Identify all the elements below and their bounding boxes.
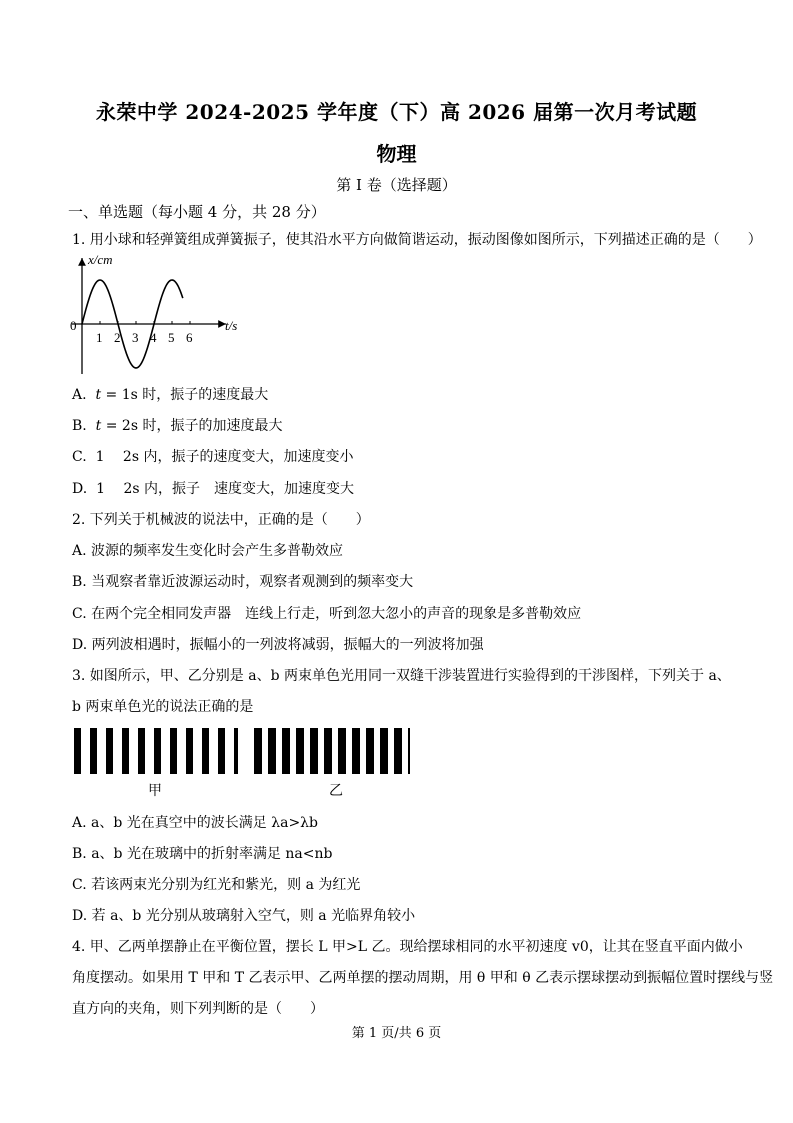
page-footer: 第 1 页/共 6 页 <box>351 1026 442 1041</box>
q1-option-b[interactable]: B. t = 2s 时，振子的加速度最大 <box>72 418 283 434</box>
q3-option-c[interactable]: C. 若该两束光分别为红光和紫光，则 a 为红光 <box>72 877 361 893</box>
graph-tick-label: 5 <box>168 330 175 345</box>
q1-option-d[interactable]: D. 1 2s 内，振子 速度变大，加速度变大 <box>72 481 354 497</box>
bright-fringe <box>304 728 310 774</box>
bright-fringe <box>276 728 282 774</box>
bright-fringe <box>145 728 154 774</box>
fringe-pattern-b <box>254 728 410 774</box>
q4-stem-line2: 角度摆动。如果用 T 甲和 T 乙表示甲、乙两单摆的摆动周期，用 θ 甲和 θ 乙表示摆球摆动到振幅位置时摆线与竖 <box>72 970 774 986</box>
exam-title: 永荣中学 2024-2025 学年度（下）高 2026 届第一次月考试题 <box>95 100 698 124</box>
volume-heading: 第 I 卷（选择题） <box>336 176 457 194</box>
bright-fringe <box>346 728 352 774</box>
q3-stem-line1: 3. 如图所示，甲、乙分别是 a、b 两束单色光用同一双缝干涉装置进行实验得到的干涉图样，下列关于 a、 <box>72 668 731 684</box>
bright-fringe <box>193 728 202 774</box>
bright-fringe <box>262 728 268 774</box>
bright-fringe <box>81 728 90 774</box>
graph-tick-label: 1 <box>96 330 103 345</box>
q3-stem-line2: b 两束单色光的说法正确的是 <box>72 699 254 715</box>
q3-option-d[interactable]: D. 若 a、b 光分别从玻璃射入空气，则 a 光临界角较小 <box>72 908 416 924</box>
bright-fringe <box>225 728 234 774</box>
graph-x-label: t/s <box>225 318 238 333</box>
graph-tick-label: 6 <box>186 330 193 345</box>
q3-option-a[interactable]: A. a、b 光在真空中的波长满足 λa>λb <box>72 815 319 831</box>
q2-option-a[interactable]: A. 波源的频率发生变化时会产生多普勒效应 <box>72 543 344 559</box>
q1-option-c[interactable]: C. 1 2s 内，振子的速度变大，加速度变小 <box>72 449 354 465</box>
bright-fringe <box>161 728 170 774</box>
graph-tick-label: 4 <box>150 330 157 345</box>
bright-fringe <box>97 728 106 774</box>
q4-stem-line3: 直方向的夹角，则下列判断的是（ ） <box>72 1001 324 1017</box>
bright-fringe <box>209 728 218 774</box>
bright-fringe <box>177 728 186 774</box>
q3-option-b[interactable]: B. a、b 光在玻璃中的折射率满足 na<nb <box>72 846 333 862</box>
graph-origin-label: 0 <box>70 318 77 333</box>
q2-stem: 2. 下列关于机械波的说法中，正确的是（ ） <box>72 512 370 528</box>
q2-option-b[interactable]: B. 当观察者靠近波源运动时，观察者观测到的频率变大 <box>72 574 414 590</box>
graph-tick-label: 2 <box>114 330 121 345</box>
fringe-label-a: 甲 <box>148 783 162 799</box>
bright-fringe <box>374 728 380 774</box>
bright-fringe <box>402 728 408 774</box>
fringe-pattern-a <box>74 728 238 774</box>
graph-tick-label: 3 <box>132 330 139 345</box>
bright-fringe <box>388 728 394 774</box>
bright-fringe <box>360 728 366 774</box>
bright-fringe <box>318 728 324 774</box>
q2-option-d[interactable]: D. 两列波相遇时，振幅小的一列波将减弱，振幅大的一列波将加强 <box>72 637 484 653</box>
q1-option-a[interactable]: A. t = 1s 时，振子的速度最大 <box>72 387 269 403</box>
graph-y-label: x/cm <box>88 252 113 267</box>
bright-fringe <box>113 728 122 774</box>
section-heading: 一、单选题（每小题 4 分，共 28 分） <box>68 203 326 221</box>
subject-title: 物理 <box>376 142 417 166</box>
q2-option-c[interactable]: C. 在两个完全相同发声器 连线上行走，听到忽大忽小的声音的现象是多普勒效应 <box>72 606 582 622</box>
fringe-label-b: 乙 <box>329 783 343 799</box>
q3-fringe-patterns <box>74 728 414 778</box>
q1-vibration-graph <box>68 250 258 380</box>
q4-stem-line1: 4. 甲、乙两单摆静止在平衡位置，摆长 L 甲>L 乙。现给摆球相同的水平初速度 v0，让其在竖直平面内做小 <box>72 939 743 955</box>
q1-stem: 1. 用小球和轻弹簧组成弹簧振子，使其沿水平方向做简谐运动，振动图像如图所示，下列描述正确的是（ ） <box>72 232 762 248</box>
bright-fringe <box>129 728 138 774</box>
bright-fringe <box>332 728 338 774</box>
bright-fringe <box>290 728 296 774</box>
